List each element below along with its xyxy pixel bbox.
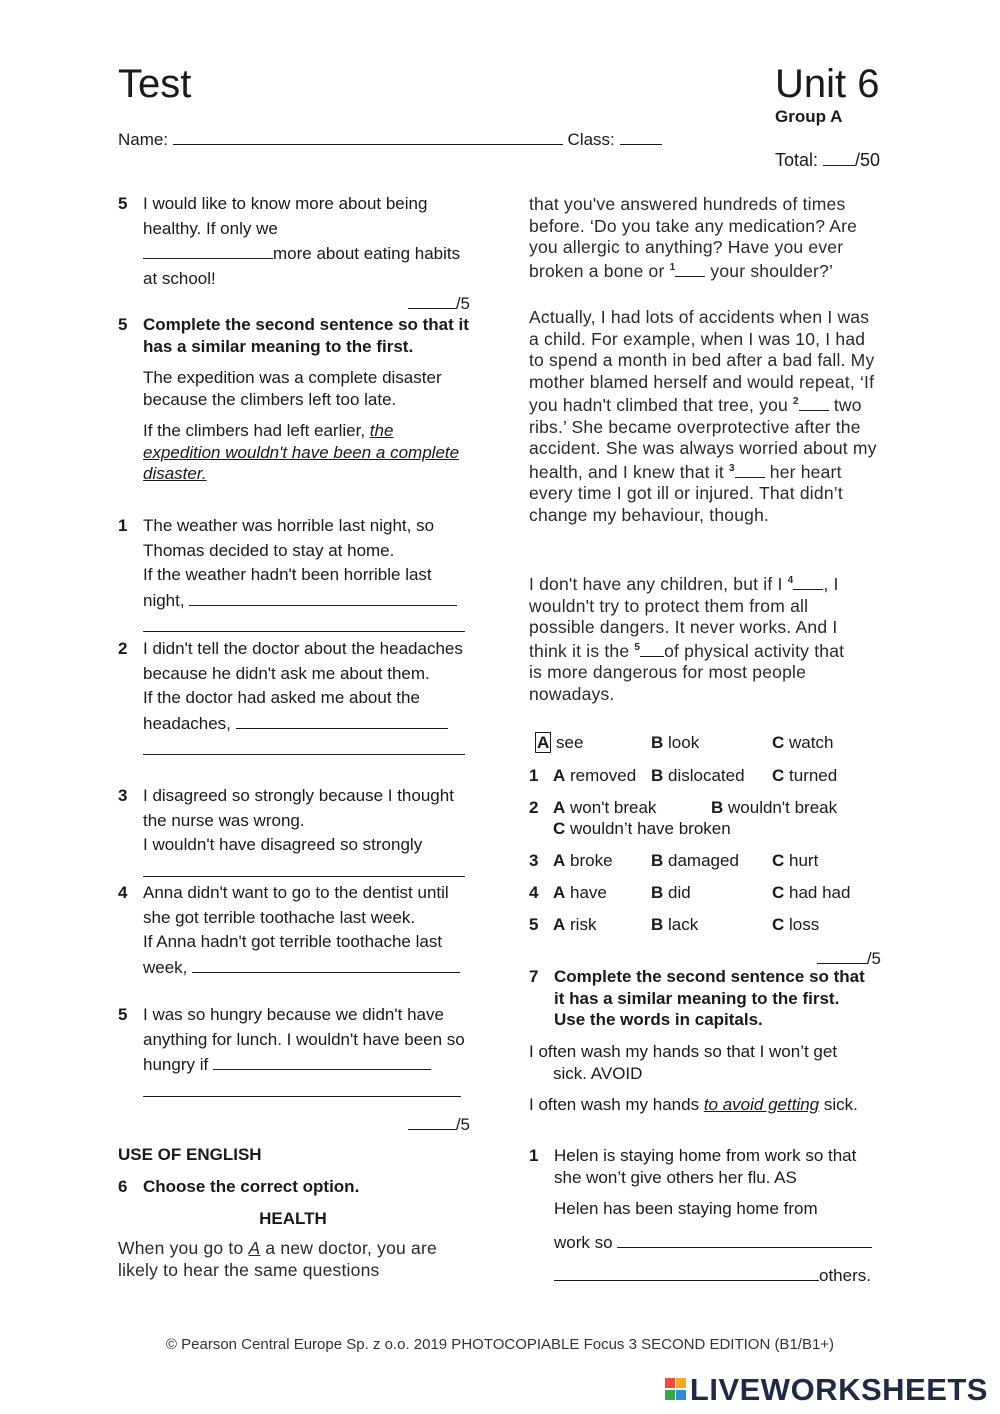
gap-2[interactable] <box>799 393 829 411</box>
example-rewrite <box>529 1094 874 1116</box>
unit-title: Unit 6 <box>775 62 880 106</box>
option-letter: A <box>553 915 566 934</box>
item-prompt: Helen has been staying home from <box>554 1199 818 1218</box>
option-3-c[interactable] <box>772 850 818 872</box>
passage-text: When you go to <box>118 1238 244 1258</box>
option-text: loss <box>789 915 820 934</box>
score-max: /5 <box>455 294 470 313</box>
score-field[interactable] <box>408 291 456 309</box>
gap-number: 3 <box>728 462 735 474</box>
option-1-b[interactable] <box>651 765 745 787</box>
total-label: Total: <box>775 150 819 170</box>
class-label: Class: <box>567 130 615 149</box>
item-prompt: If Anna hadn't got terrible toothache last week, <box>143 932 443 977</box>
passage-text: , I wouldn't try to protect them from all possible dangers. It never works. And I think it is the <box>529 574 839 661</box>
gap-number: 1 <box>669 261 676 273</box>
option-letter: A <box>537 733 550 752</box>
option-letter: B <box>651 883 664 902</box>
exercise-instruction: Choose the correct option. <box>143 1177 360 1196</box>
option-letter: C <box>772 883 785 902</box>
item-text: The weather was horrible last night, so Thomas decided to stay at home. <box>143 516 435 560</box>
total-row <box>775 148 880 171</box>
option-text: look <box>668 733 700 752</box>
item-number: 3 <box>118 786 128 805</box>
option-3-a[interactable] <box>553 850 613 872</box>
gap-5[interactable] <box>640 639 664 657</box>
example-sentence: I often wash my hands so that I won’t get sick. AVOID <box>529 1042 838 1083</box>
option-letter: A <box>553 798 566 817</box>
use-of-english-heading: USE OF ENGLISH <box>118 1145 262 1164</box>
gap-4[interactable] <box>793 572 823 590</box>
answer-line[interactable] <box>143 613 465 632</box>
passage-text: of physical activity that is more dangerous for most people nowadays. <box>529 640 845 704</box>
example-start: I often wash my hands <box>529 1095 700 1114</box>
item-text: Helen is staying home from work so that she won’t give others her flu. AS <box>554 1146 857 1187</box>
example-answer: the expedition wouldn't have been a complete disaster. <box>143 421 460 483</box>
left-item-5-top <box>118 192 474 291</box>
ex5-item-2 <box>118 637 474 755</box>
test-title: Test <box>118 62 192 106</box>
option-letter: C <box>772 851 785 870</box>
score-field[interactable] <box>408 1112 456 1130</box>
ex5-item-3 <box>118 784 474 877</box>
passage-heading: HEALTH <box>259 1209 327 1228</box>
option-row-number: 5 <box>529 915 539 934</box>
item-prompt-cont: work so <box>554 1232 613 1252</box>
option-letter: C <box>553 819 566 838</box>
passage-text: I don't have any children, but if I <box>529 574 783 594</box>
exercise-5 <box>118 314 474 485</box>
item-text: I disagreed so strongly because I thought the nurse was wrong. <box>143 786 454 830</box>
option-row-number: 1 <box>529 766 539 785</box>
example-end: sick. <box>823 1095 858 1114</box>
option-letter: B <box>651 733 664 752</box>
option-text: hurt <box>789 851 819 870</box>
brand-name: LIVEWORKSHEETS <box>689 1372 988 1407</box>
item-end-line <box>554 1263 874 1287</box>
option-text: lack <box>668 915 699 934</box>
answer-line[interactable] <box>143 736 465 755</box>
gap-1[interactable] <box>675 259 705 277</box>
score-field[interactable] <box>817 946 867 964</box>
item-number: 1 <box>118 516 128 535</box>
item-prompt: I wouldn't have disagreed so strongly <box>143 835 423 854</box>
gap-3[interactable] <box>735 460 765 478</box>
option-text: wouldn’t have broken <box>570 819 731 838</box>
item-prompt: If the weather hadn't been horrible last night, <box>143 565 432 610</box>
item-end: others. <box>819 1266 871 1285</box>
option-letter: C <box>772 915 785 934</box>
passage-text-cont: a new doctor, you are likely to hear the same questions <box>118 1238 437 1280</box>
score-max: /5 <box>866 949 881 968</box>
option-5-b[interactable] <box>651 914 698 936</box>
ex7-item-1 <box>529 1145 889 1287</box>
option-letter: A <box>553 851 566 870</box>
option-letter: B <box>651 915 664 934</box>
passage-text: her heart every time I got ill or injured. That didn’t change my behaviour, though. <box>529 461 843 525</box>
option-2-a[interactable] <box>553 797 656 819</box>
item-number: 1 <box>529 1146 539 1165</box>
item-text: Anna didn't want to go to the dentist until she got terrible toothache last week. <box>143 883 449 927</box>
option-4-c[interactable] <box>772 882 850 904</box>
liveworksheets-logo[interactable] <box>665 1372 988 1408</box>
ex7-example <box>529 1041 874 1116</box>
exercise-instruction: Complete the second sentence so that it has a similar meaning to the first. <box>143 315 469 356</box>
total-field[interactable] <box>823 148 855 166</box>
score-max: /5 <box>455 1115 470 1134</box>
option-text: won't break <box>570 798 657 817</box>
option-4-b[interactable] <box>651 882 691 904</box>
ex5-item-5 <box>118 1003 474 1097</box>
gap-number: 5 <box>634 641 641 653</box>
item-text-cont: more about eating habits at school! <box>143 244 461 288</box>
item-text: I would like to know more about being healthy. If only we <box>143 194 428 238</box>
option-1-a[interactable] <box>553 765 636 787</box>
answer-blank[interactable] <box>192 955 460 973</box>
passage-p1 <box>529 194 869 282</box>
class-field[interactable] <box>620 127 662 145</box>
option-2-c[interactable] <box>553 818 731 840</box>
passage-text: your shoulder?’ <box>710 260 834 281</box>
ex5-item-1 <box>118 514 474 632</box>
example-sentence: The expedition was a complete disaster because the climbers left too late. <box>143 368 442 409</box>
options-grid <box>529 732 909 942</box>
liveworksheets-icon <box>665 1374 687 1400</box>
exercise-number: 6 <box>118 1177 128 1196</box>
option-letter: C <box>772 733 785 752</box>
total-score: /50 <box>855 150 881 170</box>
option-5-c[interactable] <box>772 914 819 936</box>
item-prompt-line <box>554 1230 874 1254</box>
example-answer: to avoid getting <box>703 1095 820 1114</box>
item-number: 4 <box>118 883 128 902</box>
item-prompt: If the doctor had asked me about the headaches, <box>143 688 420 733</box>
option-row-number: 4 <box>529 883 539 902</box>
example-start: If the climbers had left earlier, <box>143 421 366 440</box>
score-a <box>118 291 470 317</box>
passage-p2 <box>529 307 884 526</box>
answer-blank[interactable] <box>617 1230 872 1248</box>
item-text: I was so hungry because we didn't have anything for lunch. <box>143 1005 444 1049</box>
exercise-7 <box>529 966 869 1031</box>
score-ex5 <box>118 1112 470 1138</box>
name-label: Name: <box>118 130 169 149</box>
option-text: see <box>556 733 584 752</box>
option-5-a[interactable] <box>553 914 596 936</box>
answer-line[interactable] <box>143 1078 461 1097</box>
option-letter: B <box>651 766 664 785</box>
option-letter: B <box>651 851 664 870</box>
option-letter: A <box>553 766 566 785</box>
answer-blank[interactable] <box>189 588 457 606</box>
passage-p3 <box>529 572 859 705</box>
option-example-c[interactable] <box>772 732 833 754</box>
item-number: 5 <box>118 194 128 213</box>
option-1-c[interactable] <box>772 765 837 787</box>
exercise-number: 5 <box>118 315 128 334</box>
name-class-row <box>118 127 678 151</box>
example-rewrite <box>118 420 474 485</box>
item-number: 5 <box>118 1005 128 1024</box>
item-number: 2 <box>118 639 128 658</box>
passage-text: that you've answered hundreds of times before. ‘Do you take any medication? Are you allergic to anything? Have you ever broken a bone or <box>529 194 858 281</box>
copyright-footer: © Pearson Central Europe Sp. z o.o. 2019 PHOTOCOPIABLE Focus 3 SECOND EDITION (B1/B1+) <box>165 1336 835 1353</box>
exercise-number: 7 <box>529 967 539 986</box>
option-row-number: 3 <box>529 851 539 870</box>
answer-blank[interactable] <box>213 1052 431 1070</box>
option-text: wouldn't break <box>728 798 838 817</box>
answer-blank[interactable] <box>554 1263 819 1281</box>
option-4-a[interactable] <box>553 882 607 904</box>
option-text: had had <box>789 883 851 902</box>
passage-text: two ribs.’ She became overprotective after the accident. She was always worried about my health, and I knew that it <box>529 395 877 482</box>
option-text: dislocated <box>668 766 745 785</box>
group-label: Group A <box>775 107 843 126</box>
option-text: have <box>570 883 607 902</box>
name-field[interactable] <box>173 127 563 145</box>
option-text: did <box>668 883 691 902</box>
option-example-b[interactable] <box>651 732 699 754</box>
option-text: turned <box>789 766 838 785</box>
option-text: broke <box>570 851 613 870</box>
option-3-b[interactable] <box>651 850 739 872</box>
option-example-a[interactable] <box>535 732 583 754</box>
option-letter: C <box>772 766 785 785</box>
ex5-item-4 <box>118 881 474 980</box>
passage-text: Actually, I had lots of accidents when I was a child. For example, when I was 10, I had to spend a month in bed after a bad fall. My mother blamed herself and would repeat, ‘If you hadn't climbed that tree, you <box>529 307 875 415</box>
option-text: risk <box>570 915 597 934</box>
item-prompt: I wouldn't have been so hungry if <box>143 1029 465 1074</box>
example-answer: A <box>248 1238 261 1258</box>
exercise-6 <box>118 1175 474 1200</box>
answer-blank[interactable] <box>143 241 273 259</box>
answer-line[interactable] <box>143 858 465 877</box>
item-text: I didn't tell the doctor about the headaches because he didn't ask me about them. <box>143 639 463 683</box>
option-letter: B <box>711 798 724 817</box>
exercise-instruction: Complete the second sentence so that it has a similar meaning to the first. Use the words in capitals. <box>554 967 865 1029</box>
option-2-b[interactable] <box>711 797 837 819</box>
option-text: damaged <box>668 851 739 870</box>
answer-blank[interactable] <box>236 711 448 729</box>
option-row-number: 2 <box>529 798 539 817</box>
gap-number: 4 <box>787 575 794 587</box>
gap-number: 2 <box>793 396 799 408</box>
option-letter: A <box>553 883 566 902</box>
passage-start <box>118 1238 463 1281</box>
option-text: watch <box>789 733 834 752</box>
option-text: removed <box>570 766 637 785</box>
